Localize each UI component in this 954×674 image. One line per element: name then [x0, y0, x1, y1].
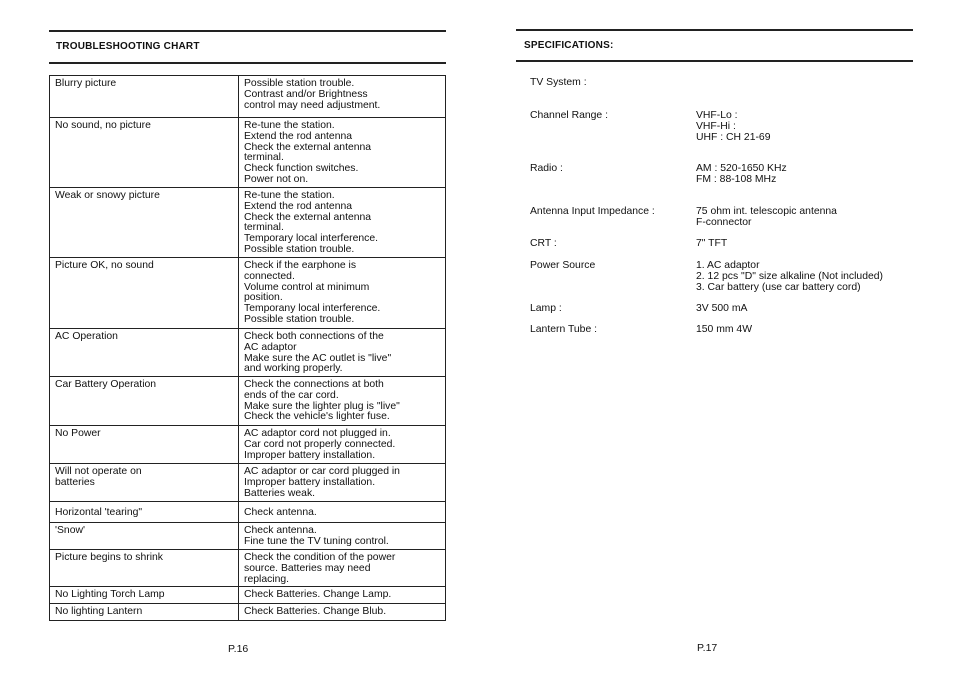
spec-label-radio: Radio : [530, 163, 563, 174]
problem-cell: 'Snow' [50, 523, 239, 550]
spec-label-tv-system: TV System : [530, 77, 587, 88]
solution-cell: AC adaptor cord not plugged in. Car cord not properly connected. Improper battery installation. [239, 426, 446, 464]
solution-cell: Check if the earphone is connected. Volume control at minimum position. Temporany local interference. Possible station trouble. [239, 258, 446, 329]
table-row [50, 118, 446, 188]
spec-value-power-source: 1. AC adaptor 2. 12 pcs "D" size alkaline (Not included) 3. Car battery (use car battery cord) [696, 260, 883, 293]
spec-value-lantern-tube: 150 mm 4W [696, 324, 753, 335]
solution-cell: Re-tune the station. Extend the rod antenna Check the external antenna terminal. Temporary local interference. Possible station trouble. [239, 188, 446, 258]
spec-value-crt: 7" TFT [696, 238, 728, 249]
solution-cell: Check both connections of the AC adaptor Make sure the AC outlet is "live" and working properly. [239, 329, 446, 377]
troubleshooting-table [49, 75, 446, 621]
solution-cell: Check antenna. [239, 502, 446, 523]
problem-cell: No lighting Lantern [50, 604, 239, 621]
spec-value-channel-range: VHF-Lo : VHF-Hi : UHF : CH 21-69 [696, 110, 771, 143]
spec-label-lamp: Lamp : [530, 303, 562, 314]
solution-cell: Check Batteries. Change Blub. [239, 604, 446, 621]
table-row [50, 258, 446, 329]
specifications-heading: SPECIFICATIONS: [524, 40, 614, 51]
page-number-left: P.16 [228, 643, 249, 655]
table-row [50, 550, 446, 587]
spec-value-lamp: 3V 500 mA [696, 303, 748, 314]
spec-label-antenna: Antenna Input Impedance : [530, 206, 655, 217]
spec-label-channel-range: Channel Range : [530, 110, 608, 121]
spec-label-lantern-tube: Lantern Tube : [530, 324, 598, 335]
page-number-right: P.17 [697, 642, 718, 654]
heading-bottom-rule [49, 62, 446, 64]
specs-heading-top-rule [516, 29, 913, 31]
table-row [50, 329, 446, 377]
problem-cell: Picture begins to shrink [50, 550, 239, 587]
problem-cell: No Power [50, 426, 239, 464]
table-row [50, 523, 446, 550]
heading-top-rule [49, 30, 446, 32]
table-row [50, 587, 446, 604]
table-row [50, 426, 446, 464]
spec-value-antenna: 75 ohm int. telescopic antenna F-connector [696, 206, 837, 228]
solution-cell: AC adaptor or car cord plugged in Improper battery installation. Batteries weak. [239, 464, 446, 502]
spec-label-crt: CRT : [530, 238, 557, 249]
problem-cell: Will not operate on batteries [50, 464, 239, 502]
troubleshooting-heading: TROUBLESHOOTING CHART [56, 41, 200, 52]
spec-label-power-source: Power Source [530, 260, 596, 271]
solution-cell: Check the connections at both ends of the car cord. Make sure the lighter plug is "live" Check the vehicle's lighter fuse. [239, 377, 446, 426]
problem-cell: Picture OK, no sound [50, 258, 239, 329]
solution-cell: Re-tune the station. Extend the rod antenna Check the external antenna terminal. Check function switches. Power not on. [239, 118, 446, 188]
problem-cell: Weak or snowy picture [50, 188, 239, 258]
spec-value-radio: AM : 520-1650 KHz FM : 88-108 MHz [696, 163, 787, 185]
table-row [50, 464, 446, 502]
solution-cell: Check antenna. Fine tune the TV tuning control. [239, 523, 446, 550]
table-row [50, 76, 446, 118]
problem-cell: Car Battery Operation [50, 377, 239, 426]
table-row [50, 604, 446, 621]
table-row [50, 188, 446, 258]
specs-heading-bottom-rule [516, 60, 913, 62]
problem-cell: Blurry picture [50, 76, 239, 118]
solution-cell: Possible station trouble. Contrast and/or Brightness control may need adjustment. [239, 76, 446, 118]
problem-cell: AC Operation [50, 329, 239, 377]
table-row [50, 377, 446, 426]
table-row [50, 502, 446, 523]
problem-cell: No sound, no picture [50, 118, 239, 188]
problem-cell: No Lighting Torch Lamp [50, 587, 239, 604]
problem-cell: Horizontal 'tearing" [50, 502, 239, 523]
solution-cell: Check the condition of the power source. Batteries may need replacing. [239, 550, 446, 587]
solution-cell: Check Batteries. Change Lamp. [239, 587, 446, 604]
